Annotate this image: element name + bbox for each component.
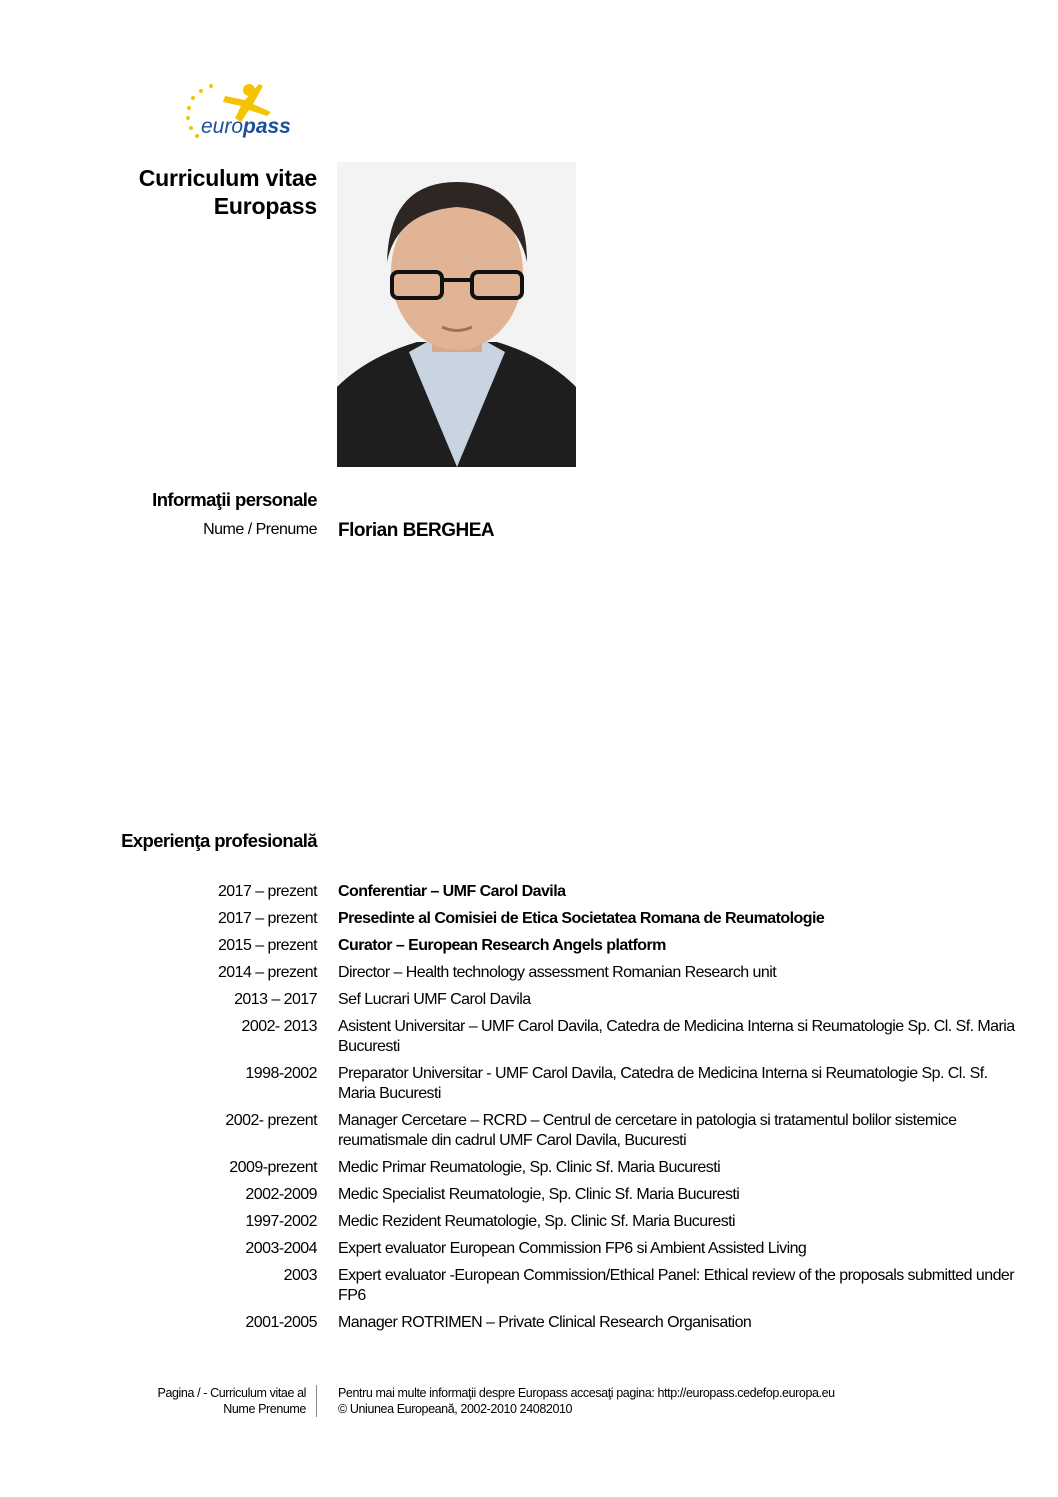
experience-description: Conferentiar – UMF Carol Davila <box>338 883 566 900</box>
experience-date: 2017 – prezent <box>217 910 317 927</box>
experience-description: Expert evaluator European Commission FP6 si Ambient Assisted Living <box>338 1240 807 1257</box>
experience-description: Sef Lucrari UMF Carol Davila <box>338 991 531 1008</box>
experience-description: Expert evaluator -European Commission/Ethical Panel: Ethical review of the proposals submitted under FP6 <box>338 1267 1015 1304</box>
experience-date: 2003 <box>283 1267 317 1284</box>
experience-item <box>0 882 1058 902</box>
experience-date: 2003-2004 <box>245 1240 317 1257</box>
experience-date: 2014 – prezent <box>217 964 317 981</box>
experience-description: Manager Cercetare – RCRD – Centrul de cercetare in patologia si tratamentul bolilor sistemice reumatismale din cadrul UMF Carol Davila, Bucuresti <box>338 1112 957 1149</box>
experience-description: Curator – European Research Angels platform <box>338 937 666 954</box>
svg-text:euro: euro <box>201 115 244 138</box>
experience-description: Medic Rezident Reumatologie, Sp. Clinic Sf. Maria Bucuresti <box>338 1213 736 1230</box>
experience-date: 1998-2002 <box>245 1065 317 1082</box>
footer-left <box>158 1385 317 1417</box>
experience-heading: Experienţa profesională <box>121 830 317 851</box>
footer-page-label: Pagina / - Curriculum vitae al <box>157 1386 306 1400</box>
name-value: Florian BERGHEA <box>338 520 495 541</box>
experience-item <box>0 1111 1058 1151</box>
experience-item <box>0 1212 1058 1232</box>
experience-date: 1997-2002 <box>245 1213 317 1230</box>
experience-description: Manager ROTRIMEN – Private Clinical Research Organisation <box>338 1314 752 1331</box>
experience-date: 2017 – prezent <box>217 883 317 900</box>
cv-title <box>139 164 317 220</box>
experience-item <box>0 1185 1058 1205</box>
footer-info-link: Pentru mai multe informaţii despre Europass accesaţi pagina: http://europass.cedefop.europa.eu <box>338 1386 835 1400</box>
experience-description: Presedinte al Comisiei de Etica Societatea Romana de Reumatologie <box>338 910 825 927</box>
experience-item <box>0 1064 1058 1104</box>
experience-item <box>0 909 1058 929</box>
experience-list <box>0 882 1058 1340</box>
experience-date: 2002- 2013 <box>241 1018 317 1035</box>
europass-logo <box>183 78 305 144</box>
experience-date: 2015 – prezent <box>217 937 317 954</box>
experience-description: Director – Health technology assessment Romanian Research unit <box>338 964 777 981</box>
experience-item <box>0 1158 1058 1178</box>
experience-date: 2001-2005 <box>245 1314 317 1331</box>
experience-item <box>0 1313 1058 1333</box>
svg-text:pass: pass <box>243 115 291 138</box>
cv-title-line2: Europass <box>213 193 317 219</box>
experience-date: 2002- prezent <box>225 1112 317 1129</box>
experience-description: Asistent Universitar – UMF Carol Davila, Catedra de Medicina Interna si Reumatologie Sp. Cl. Sf. Maria Bucuresti <box>338 1018 1015 1055</box>
experience-item <box>0 936 1058 956</box>
experience-item <box>0 1266 1058 1306</box>
footer-right <box>338 1385 835 1417</box>
name-label: Nume / Prenume <box>203 521 317 538</box>
experience-date: 2002-2009 <box>245 1186 317 1203</box>
footer-name-label: Nume Prenume <box>223 1402 306 1416</box>
cv-title-line1: Curriculum vitae <box>138 165 317 191</box>
experience-item <box>0 963 1058 983</box>
experience-description: Medic Primar Reumatologie, Sp. Clinic Sf. Maria Bucuresti <box>338 1159 721 1176</box>
footer-copyright: © Uniunea Europeană, 2002-2010 24082010 <box>338 1402 573 1416</box>
profile-photo <box>337 162 576 467</box>
experience-item <box>0 1017 1058 1057</box>
europass-star-figure-icon <box>183 78 305 144</box>
experience-description: Medic Specialist Reumatologie, Sp. Clinic Sf. Maria Bucuresti <box>338 1186 740 1203</box>
experience-date: 2013 – 2017 <box>234 991 317 1008</box>
personal-info-heading: Informaţii personale <box>152 489 317 510</box>
experience-date: 2009-prezent <box>229 1159 317 1176</box>
experience-description: Preparator Universitar - UMF Carol Davila, Catedra de Medicina Interna si Reumatologie Sp. Cl. Sf. Maria Bucuresti <box>338 1065 988 1102</box>
experience-item <box>0 990 1058 1010</box>
experience-item <box>0 1239 1058 1259</box>
